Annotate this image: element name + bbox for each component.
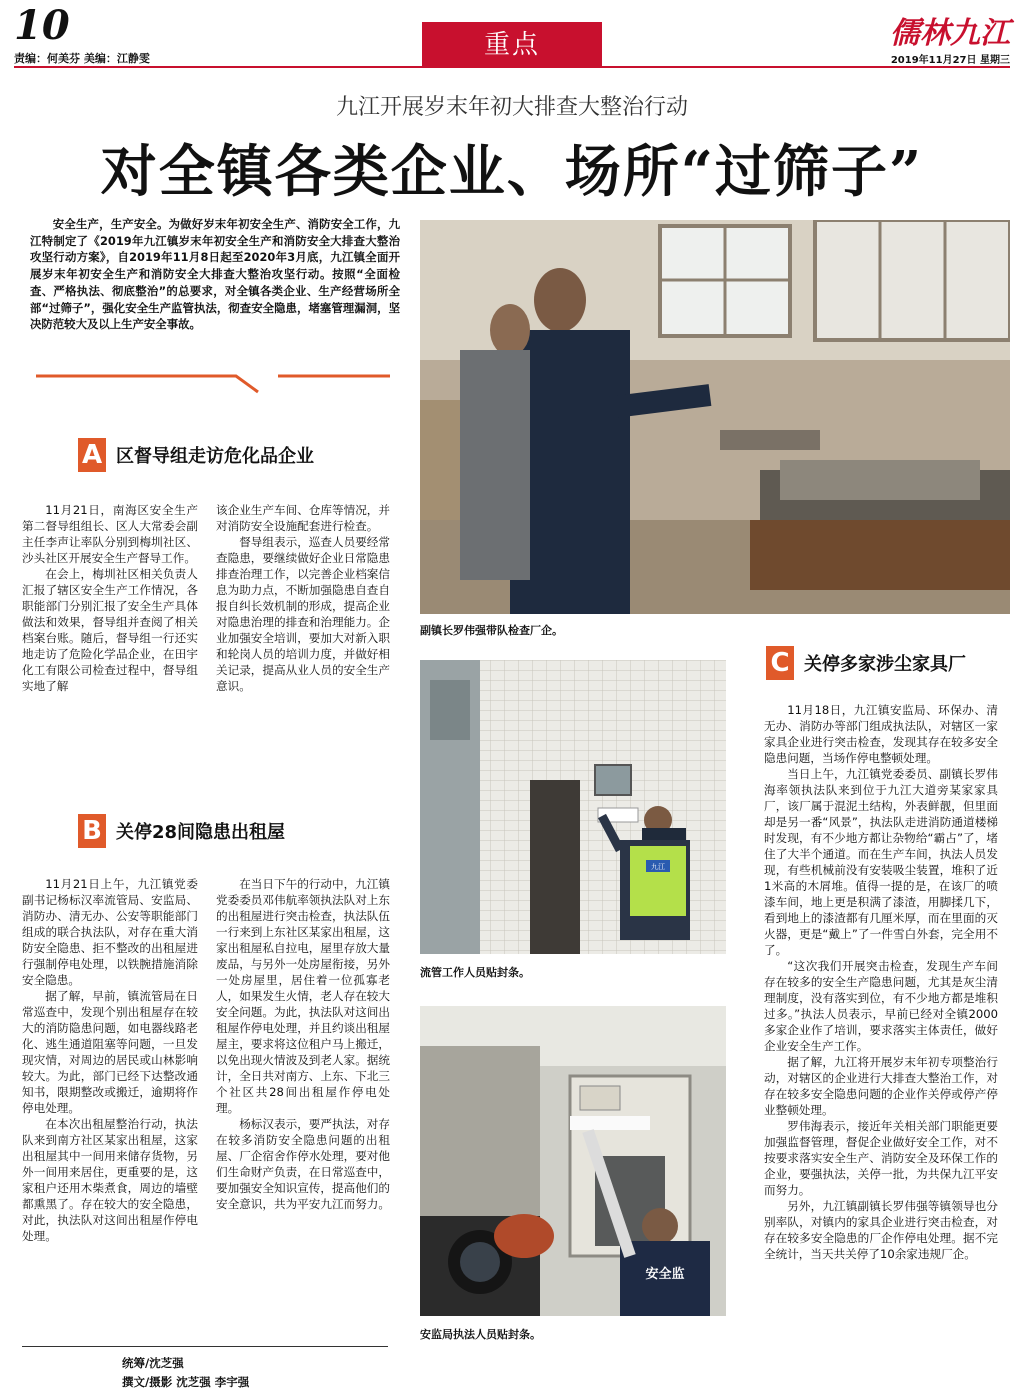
header-rule — [14, 66, 1010, 68]
credit-writers: 撰文/摄影 沈芝强 李宇强 — [122, 1375, 250, 1389]
editors-line: 责编：何美芬 美编：江静雯 — [14, 52, 150, 65]
section-c-column — [764, 702, 998, 1262]
paragraph: 据了解，九江将开展岁末年初专项整治行动，对辖区的企业进行大排查大整治工作，对存在较多安全隐患问题的企业作关停或停产停业整顿处理。 — [764, 1055, 998, 1117]
article-subheadline: 九江开展岁末年初大排查大整治行动 — [335, 95, 688, 120]
masthead-logo: 儒林九江 — [890, 16, 1010, 51]
paragraph: 罗伟海表示，接近年关相关部门职能更要加强监督管理，督促企业做好安全工作，对不按要求落实安全生产、消防安全及环保工作的企业，要强执法，关停一批，为共保九江平安而努力。 — [764, 1119, 998, 1197]
article-headline: 对全镇各类企业、场所“过筛子” — [100, 139, 924, 205]
paragraph: 当日上午，九江镇党委委员、副镇长罗伟海率领执法队来到位于九江大道旁某家家具厂，该厂属于混泥土结构，外表鲜靓，但里面却是另一番“风景”，执法队走进消防通道楼梯时发现，有不少地方都让杂物给“霸占”了，堵住了大半个通道。而在生产车间，执法人员发现，有些机械前没有安装吸尘装置，堆积了近1米高的木屑堆。值得一提的是，在该厂的喷漆车间，地上更是积满了漆渣，用脚揉几下，看到地上的漆渣都有几厘米厚，而在里面的灭火器，更是“戴上”了一件雪白外套，完全用不了。 — [764, 767, 998, 957]
vest-safety-label: 安全监 — [645, 1267, 685, 1282]
section-b-letter: B — [78, 814, 106, 848]
section-a-letter: A — [78, 438, 106, 472]
section-a-column-2 — [216, 502, 390, 694]
paragraph: 11月21日，南海区安全生产第二督导组组长、区人大常委会副主任李声让率队分别到梅圳社区、沙头社区开展安全生产督导工作。 — [22, 503, 198, 565]
paragraph: 另外，九江镇副镇长罗伟强等镇领导也分别率队，对镇内的家具企业进行突击检查，对存在较多安全隐患的厂企作停电处理。据不完全统计，当天共关停了10余家违规厂企。 — [764, 1199, 998, 1261]
photo-factory-inspection — [420, 220, 1010, 614]
paragraph: “这次我们开展突击检查，发现生产车间存在较多的安全生产隐患问题，尤其是灰尘清理制度，没有落实到位，有不少地方都是堆积过多。”执法人员表示，早前已经对全镇2000多家企业作了培训，要求落实主体责任，做好企业安全生产工作。 — [764, 959, 998, 1053]
photo-caption: 安监局执法人员贴封条。 — [420, 1328, 541, 1341]
photo-sealing-rental — [420, 660, 726, 954]
section-tab: 重点 — [422, 22, 602, 68]
vest-label: 九江 — [651, 863, 665, 871]
article-lead: 安全生产，生产安全。为做好岁末年初安全生产、消防安全工作，九江特制定了《2019年九江镇岁末年初安全生产和消防安全大排查大整治攻坚行动方案》，自2019年11月8日起至2020年3月底，九江镇全面开展岁末年初安全生产和消防安全大排查大整治攻坚行动。按照“全面检查、严格执法、彻底整治”的总要求，对全镇各类企业、生产经营场所全部“过筛子”，强化安全生产监管执法，彻查安全隐患，堵塞管理漏洞，坚决防范较大及以上生产安全事故。 — [30, 217, 400, 332]
paragraph: 督导组表示，巡查人员要经常查隐患，要继续做好企业日常隐患排查治理工作，以完善企业档案信息为助力点，不断加强隐患自查自报自纠长效机制的形成，提高企业对隐患治理的排查和治理能力。企业加强安全培训，要加大对新入职和轮岗人员的培训力度，并做好相关记录，提高从业人员的安全生产意识。 — [216, 535, 390, 693]
paragraph: 在本次出租屋整治行动，执法队来到南方社区某家出租屋，这家出租屋其中一间用来储存货物，另外一间用来居住，更重要的是，这家租户还用木柴煮食，周边的墙壁都熏黑了。存在较大的安全隐患，对此，执法队对这间出租屋作停电处理。 — [22, 1117, 198, 1243]
section-a-title: 区督导组走访危化品企业 — [116, 446, 314, 467]
paragraph: 11月21日上午，九江镇党委副书记杨标汉率流管局、安监局、消防办、清无办、公安等职能部门组成的联合执法队，对存在重大消防安全隐患、拒不整改的出租屋进行强制停电处理，以铁腕措施消除安全隐患。 — [22, 877, 198, 987]
page-number: 10 — [14, 2, 70, 49]
paragraph: 据了解，早前，镇流管局在日常巡查中，发现个别出租屋存在较大的消防隐患问题，如电器线路老化、逃生通道阻塞等问题，一旦发现灾情，对周边的居民或山林影响较大。为此，部门已经下达整改通知书，限期整改或搬迁，逾期将作停电处理。 — [22, 989, 198, 1115]
paragraph: 杨标汉表示，要严执法，对存在较多消防安全隐患问题的出租屋、厂企宿舍作停水处理，要对他们生命财产负责，在日常巡查中，要加强安全知识宣传，提高他们的安全意识，共为平安九江而努力。 — [216, 1117, 390, 1211]
paragraph: 该企业生产车间、仓库等情况，并对消防安全设施配套进行检查。 — [216, 503, 390, 533]
lead-divider-ornament — [36, 372, 390, 394]
section-b-column-1 — [22, 876, 198, 1244]
section-b-heading — [78, 814, 285, 848]
paragraph: 在当日下午的行动中，九江镇党委委员邓伟航率领执法队对上东的出租屋进行突击检查，执法队伍一行来到上东社区某家出租屋，这家出租屋私自拉电，屋里存放大量废品，与另外一处房屋衔接，另外一处房屋里，居住着一位孤寡老人，如果发生火情，老人存在较大安全问题。为此，执法队对这间出租屋作停电处理，并且约谈出租屋屋主，要求将这位租户马上搬迁，以免出现火情波及到老人家。据统计，全日共对南方、上东、下北三个社区共28间出租屋作停电处理。 — [216, 877, 390, 1115]
section-b-column-2 — [216, 876, 390, 1212]
photo-caption: 流管工作人员贴封条。 — [420, 966, 530, 979]
issue-date: 2019年11月27日 星期三 — [890, 55, 1010, 66]
photo-caption: 副镇长罗伟强带队检查厂企。 — [420, 624, 563, 637]
paragraph: 11月18日，九江镇安监局、环保办、清无办、消防办等部门组成执法队，对辖区一家家具企业进行突击检查，发现其存在较多安全隐患问题，当场作停电整顿处理。 — [764, 703, 998, 765]
section-a-column-1 — [22, 502, 198, 694]
credit-coordinator: 统筹/沈芝强 — [122, 1356, 184, 1370]
section-a-heading — [78, 438, 314, 472]
credits-rule — [22, 1346, 388, 1347]
section-b-title: 关停28间隐患出租屋 — [116, 822, 286, 843]
photo-sealing-control-box — [420, 1006, 726, 1316]
section-c-letter: C — [766, 646, 794, 680]
section-c-title: 关停多家涉尘家具厂 — [804, 654, 966, 675]
credits — [122, 1354, 249, 1392]
section-c-heading — [766, 646, 966, 680]
paragraph: 在会上，梅圳社区相关负责人汇报了辖区安全生产工作情况，各职能部门分别汇报了安全生产具体做法和效果，督导组并查阅了相关档案台账。随后，督导组一行还实地走访了危险化学品企业，在田宇化工有限公司检查过程中，督导组实地了解 — [22, 567, 198, 693]
